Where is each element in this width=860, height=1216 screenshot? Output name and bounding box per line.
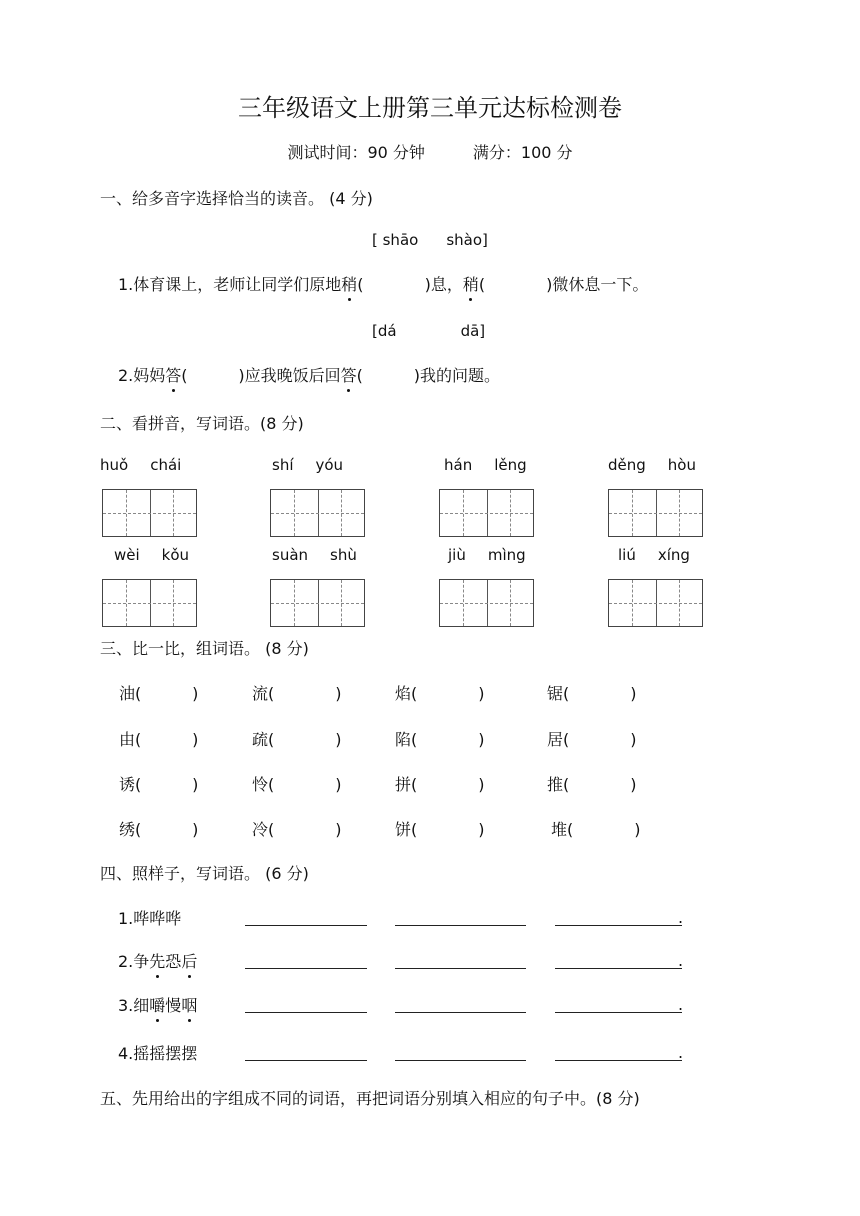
section2-heading: 二、看拼音，写词语。(8 分) (100, 414, 304, 433)
compare-char: 流 (252, 684, 269, 703)
writing-grid[interactable] (270, 489, 365, 537)
section1-heading: 一、给多音字选择恰当的读音。 (4 分) (100, 189, 373, 208)
example-char: 摇 (133, 1044, 150, 1063)
pattern-example (118, 1041, 197, 1064)
compare-char: 冷 (252, 820, 269, 839)
pattern-example (118, 993, 197, 1016)
example-char: 先 (149, 949, 165, 972)
pinyin-syllable: huǒ (100, 456, 129, 474)
answer-line[interactable] (555, 968, 682, 969)
compare-blank[interactable]: ( ) (135, 730, 199, 749)
pinyin-syllable: lěng (494, 456, 527, 474)
q1-blank-2[interactable]: ( )微休息一下。 (478, 275, 649, 294)
compare-item (551, 817, 641, 840)
compare-char: 诱 (119, 775, 136, 794)
example-char: 哗 (165, 909, 182, 928)
writing-grid[interactable] (270, 579, 365, 627)
pinyin-syllable: děng (608, 456, 646, 474)
end-period: . (678, 951, 684, 970)
example-char: 咽 (181, 993, 197, 1016)
answer-line[interactable] (555, 925, 682, 926)
q1-text-before: 1.体育课上，老师让同学们原地 (118, 275, 342, 294)
compare-blank[interactable]: ( ) (411, 684, 485, 703)
pinyin-syllable: shù (330, 546, 357, 564)
pattern-example (118, 906, 181, 929)
writing-grid[interactable] (102, 489, 197, 537)
example-char: 争 (133, 952, 150, 971)
answer-line[interactable] (245, 925, 367, 926)
q2-pinyin-options (372, 322, 485, 340)
compare-item (252, 727, 342, 750)
compare-char: 油 (119, 684, 136, 703)
compare-char: 饼 (395, 820, 412, 839)
pinyin-syllable: suàn (272, 546, 309, 564)
pinyin-syllable: hòu (667, 456, 696, 474)
compare-item (252, 681, 342, 704)
item-number: 4. (118, 1044, 134, 1063)
q2-sentence (118, 363, 500, 386)
compare-item (119, 817, 198, 840)
item-number: 3. (118, 996, 134, 1015)
item-number: 2. (118, 952, 134, 971)
compare-char: 焰 (395, 684, 412, 703)
compare-item (547, 727, 637, 750)
q1-option-1: [ shāo (372, 231, 419, 249)
answer-line[interactable] (555, 1060, 682, 1061)
page-title: 三年级语文上册第三单元达标检测卷 (238, 94, 622, 122)
pinyin-label (608, 456, 696, 474)
example-char: 摇 (149, 1044, 166, 1063)
item-number: 1. (118, 909, 134, 928)
pinyin-label (444, 456, 527, 474)
compare-item (252, 772, 342, 795)
q1-blank-1[interactable]: ( )息， (357, 275, 463, 294)
compare-char: 由 (119, 730, 136, 749)
compare-char: 拼 (395, 775, 412, 794)
pinyin-label (100, 456, 181, 474)
compare-blank[interactable]: ( ) (563, 684, 637, 703)
compare-item (395, 727, 485, 750)
pinyin-label (272, 546, 357, 564)
compare-item (252, 817, 342, 840)
example-char: 摆 (181, 1044, 198, 1063)
compare-blank[interactable]: ( ) (567, 820, 641, 839)
q1-sentence (118, 272, 648, 295)
q2-polyphone-2: 答 (341, 363, 357, 386)
example-char: 摆 (165, 1044, 182, 1063)
answer-line[interactable] (395, 1060, 526, 1061)
compare-item (395, 681, 485, 704)
compare-blank[interactable]: ( ) (268, 775, 342, 794)
compare-item (395, 817, 485, 840)
section5-heading: 五、先用给出的字组成不同的词语，再把词语分别填入相应的句子中。(8 分) (100, 1089, 640, 1108)
pinyin-syllable: hán (444, 456, 473, 474)
answer-line[interactable] (395, 925, 526, 926)
compare-char: 怜 (252, 775, 269, 794)
compare-blank[interactable]: ( ) (135, 775, 199, 794)
example-char: 嚼 (149, 993, 165, 1016)
compare-blank[interactable]: ( ) (135, 684, 199, 703)
pinyin-syllable: mìng (487, 546, 526, 564)
answer-line[interactable] (245, 968, 367, 969)
pinyin-label (618, 546, 690, 564)
compare-blank[interactable]: ( ) (411, 730, 485, 749)
section4-heading: 四、照样子，写词语。 (6 分) (100, 864, 309, 883)
pinyin-syllable: liú (618, 546, 636, 564)
compare-char: 推 (547, 775, 564, 794)
writing-grid[interactable] (102, 579, 197, 627)
pinyin-label (272, 456, 343, 474)
writing-grid[interactable] (439, 579, 534, 627)
writing-grid[interactable] (608, 579, 703, 627)
q2-blank-1[interactable]: ( )应我晚饭后回 (181, 366, 341, 385)
pinyin-label (114, 546, 189, 564)
pinyin-syllable: chái (150, 456, 182, 474)
q2-polyphone-1: 答 (165, 363, 181, 386)
end-period: . (678, 995, 684, 1014)
compare-blank[interactable]: ( ) (563, 730, 637, 749)
compare-blank[interactable]: ( ) (411, 820, 485, 839)
compare-blank[interactable]: ( ) (135, 820, 199, 839)
compare-blank[interactable]: ( ) (268, 820, 342, 839)
compare-item (119, 772, 198, 795)
q2-blank-2[interactable]: ( )我的问题。 (356, 366, 501, 385)
example-char: 后 (181, 949, 197, 972)
compare-item (119, 727, 198, 750)
pinyin-syllable: kǒu (161, 546, 190, 564)
compare-item (547, 681, 637, 704)
q1-polyphone-1: 稍 (341, 272, 357, 295)
pinyin-syllable: shí (272, 456, 294, 474)
compare-char: 锯 (547, 684, 564, 703)
answer-line[interactable] (245, 1060, 367, 1061)
example-char: 哗 (149, 909, 166, 928)
answer-line[interactable] (395, 968, 526, 969)
pinyin-syllable: xíng (657, 546, 690, 564)
compare-item (395, 772, 485, 795)
section3-heading: 三、比一比，组词语。 (8 分) (100, 639, 309, 658)
example-char: 哗 (133, 909, 150, 928)
compare-blank[interactable]: ( ) (563, 775, 637, 794)
compare-char: 绣 (119, 820, 136, 839)
compare-item (119, 681, 198, 704)
subtitle (0, 140, 860, 163)
compare-char: 居 (547, 730, 564, 749)
q1-polyphone-2: 稍 (463, 272, 479, 295)
q2-option-1: [dá (372, 322, 397, 340)
pinyin-syllable: wèi (114, 546, 140, 564)
compare-blank[interactable]: ( ) (411, 775, 485, 794)
pattern-example (118, 949, 197, 972)
writing-grid[interactable] (439, 489, 534, 537)
compare-item (547, 772, 637, 795)
compare-blank[interactable]: ( ) (268, 684, 342, 703)
pinyin-syllable: jiù (448, 546, 466, 564)
compare-char: 堆 (551, 820, 568, 839)
example-char: 细 (133, 996, 150, 1015)
q2-text-before: 2.妈妈 (118, 366, 166, 385)
example-char: 慢 (165, 996, 182, 1015)
answer-line[interactable] (245, 1012, 367, 1013)
end-period: . (678, 1043, 684, 1062)
compare-blank[interactable]: ( ) (268, 730, 342, 749)
end-period: . (678, 908, 684, 927)
example-char: 恐 (165, 952, 182, 971)
q1-option-2: shào] (446, 231, 488, 249)
answer-line[interactable] (395, 1012, 526, 1013)
pinyin-label (448, 546, 526, 564)
compare-char: 陷 (395, 730, 412, 749)
compare-char: 疏 (252, 730, 269, 749)
q1-pinyin-options (372, 231, 488, 249)
pinyin-syllable: yóu (315, 456, 344, 474)
answer-line[interactable] (555, 1012, 682, 1013)
test-time: 测试时间：90 分钟 (287, 143, 425, 162)
writing-grid[interactable] (608, 489, 703, 537)
q2-option-2: dā] (460, 322, 486, 340)
full-score: 满分：100 分 (472, 143, 573, 162)
